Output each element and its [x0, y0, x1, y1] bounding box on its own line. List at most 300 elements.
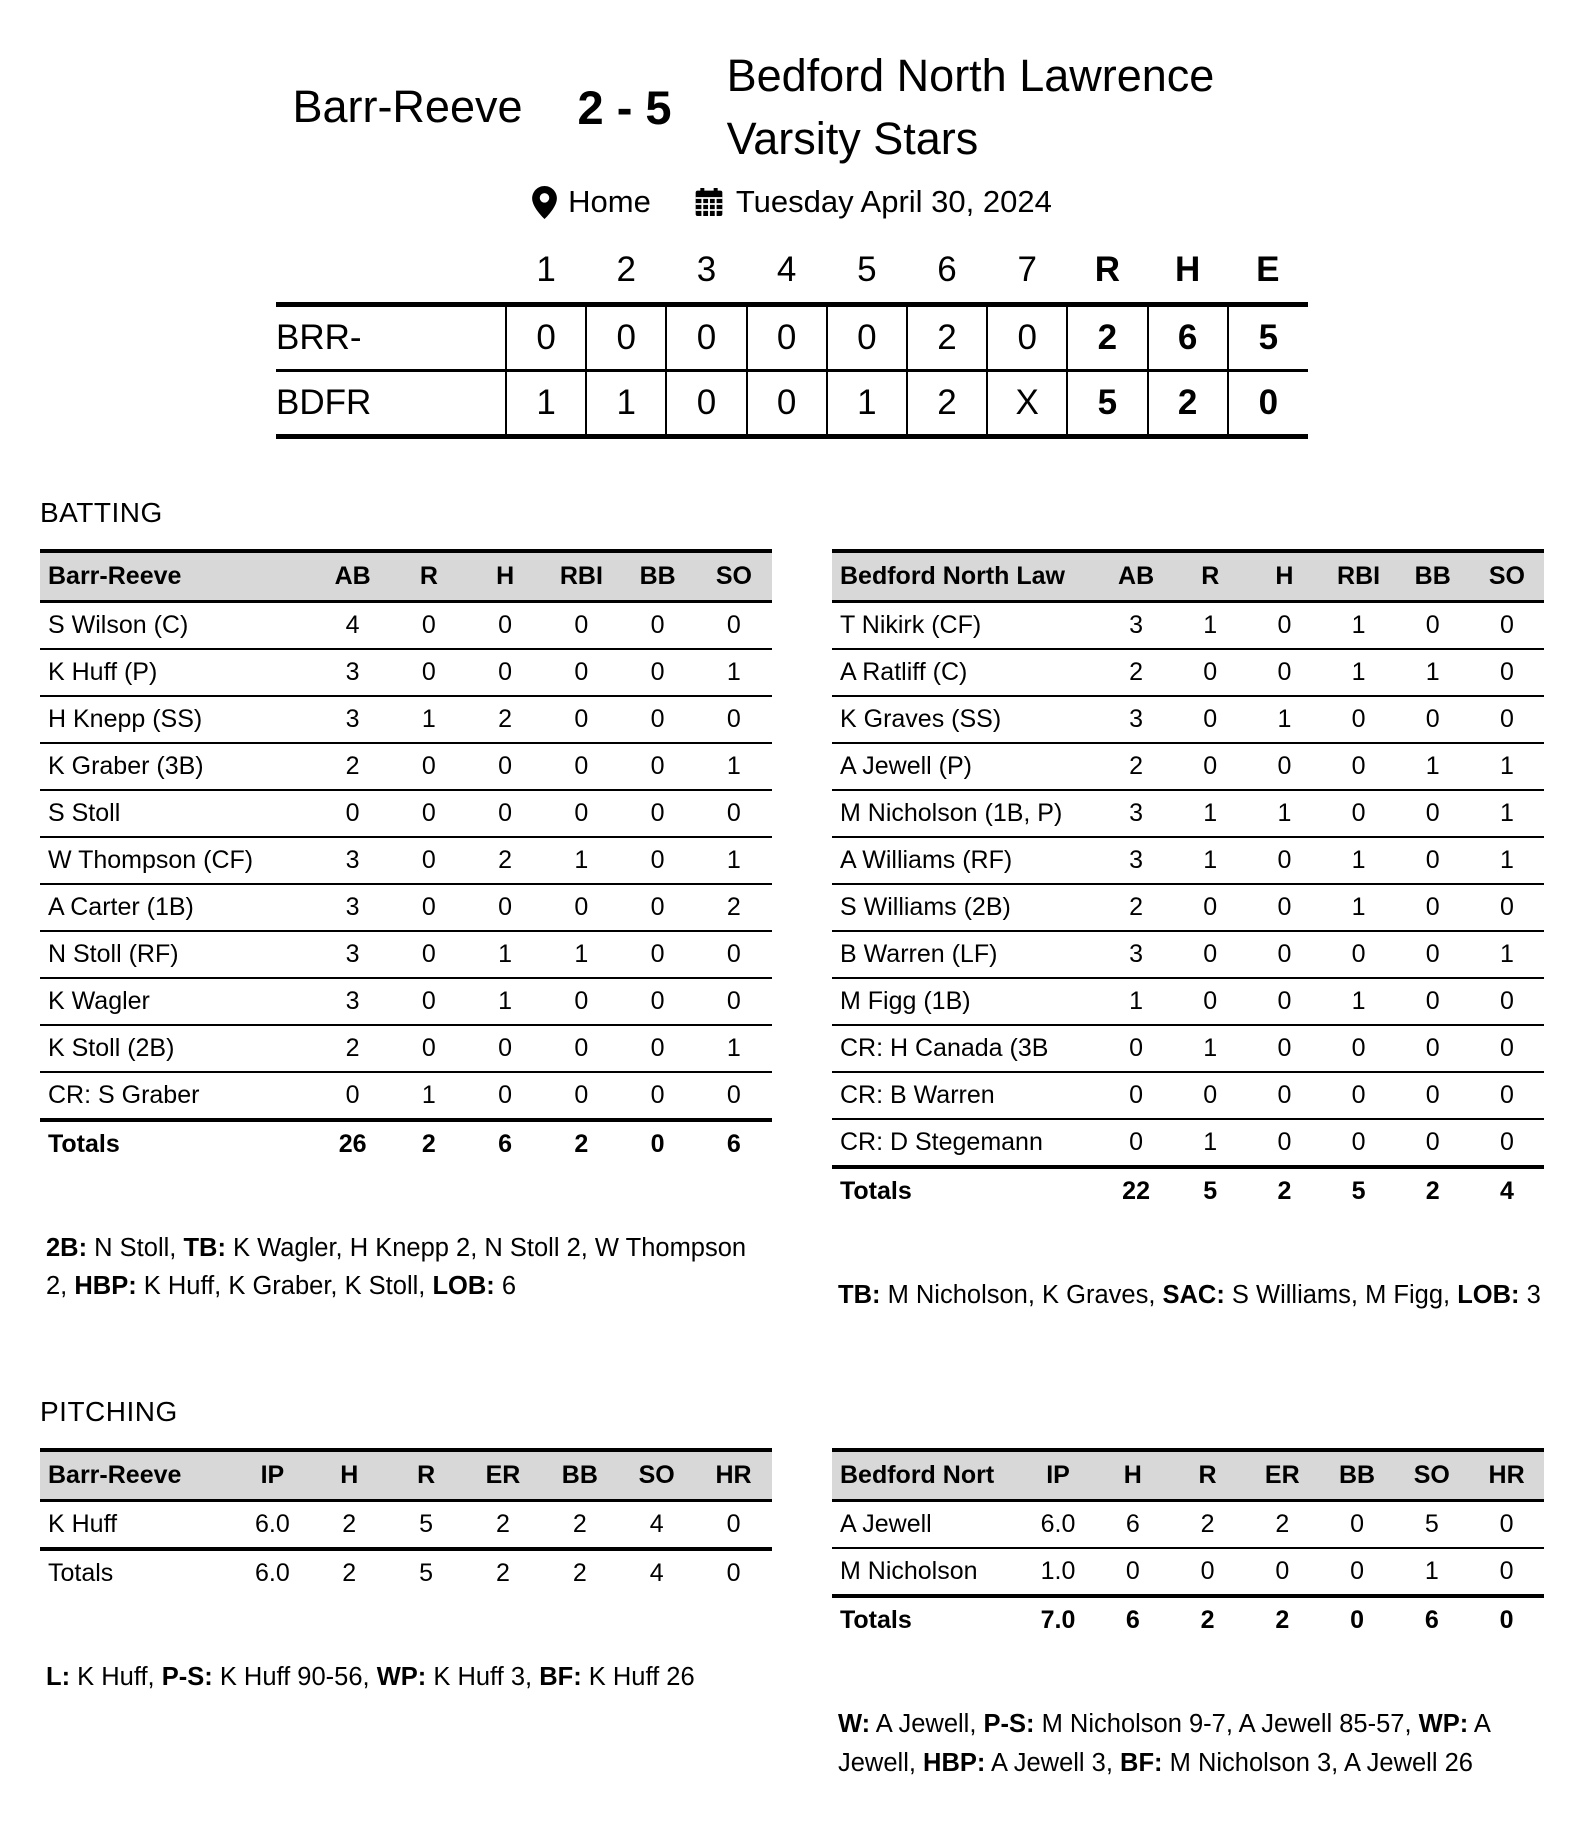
- stat-value: 3: [315, 978, 391, 1025]
- team-abbr: BDFR: [276, 371, 506, 437]
- player-name: B Warren (LF): [832, 931, 1099, 978]
- summary-header: H: [1174, 250, 1201, 289]
- player-name: K Stoll (2B): [40, 1025, 315, 1072]
- note-stat-text: K Huff 3,: [426, 1663, 540, 1692]
- totals-value: 4: [618, 1549, 695, 1596]
- player-name: M Nicholson: [832, 1548, 1021, 1596]
- location-item: [532, 184, 651, 220]
- stat-value: 0: [543, 790, 619, 837]
- stat-value: 1: [543, 931, 619, 978]
- stat-column-header: H: [467, 551, 543, 602]
- inning-score: 0: [586, 305, 666, 371]
- stat-column-header: R: [388, 1450, 465, 1501]
- stat-value: 0: [1173, 931, 1247, 978]
- stat-value: 3: [1099, 602, 1173, 650]
- batting-section: [40, 549, 1544, 1314]
- stat-value: 0: [1470, 696, 1544, 743]
- stat-value: 0: [391, 978, 467, 1025]
- inning-score: 0: [987, 305, 1067, 371]
- location-pin-icon: [532, 186, 557, 219]
- stat-value: 0: [1470, 649, 1544, 696]
- note-stat-label: WP:: [1418, 1710, 1469, 1739]
- note-stat-text: K Huff, K Graber, K Stoll,: [136, 1272, 433, 1301]
- note-stat-text: K Huff 90-56,: [212, 1663, 377, 1692]
- note-stat-text: K Huff,: [70, 1663, 162, 1692]
- stat-value: 0: [1247, 1025, 1321, 1072]
- player-row: [40, 978, 772, 1025]
- stat-value: 5: [388, 1501, 465, 1550]
- stat-value: 0: [1396, 931, 1470, 978]
- totals-value: 2: [543, 1120, 619, 1167]
- stat-value: 2: [315, 1025, 391, 1072]
- pitching-home-column: [832, 1448, 1544, 1782]
- player-row: [832, 790, 1544, 837]
- stat-value: 0: [467, 790, 543, 837]
- note-stat-label: HBP:: [74, 1272, 137, 1301]
- note-stat-label: LOB:: [1457, 1281, 1520, 1309]
- pitching-away-column: [40, 1448, 772, 1696]
- linescore-row: [276, 305, 1308, 371]
- stat-column-header: BB: [541, 1450, 618, 1501]
- inning-score: 0: [827, 305, 907, 371]
- player-row: [832, 1072, 1544, 1119]
- stat-value: 3: [315, 837, 391, 884]
- inning-score: 0: [506, 305, 586, 371]
- stat-column-header: H: [311, 1450, 388, 1501]
- player-name: CR: S Graber: [40, 1072, 315, 1120]
- player-row: [832, 931, 1544, 978]
- note-stat-text: S Williams, M Figg,: [1224, 1281, 1458, 1309]
- totals-row: [832, 1167, 1544, 1214]
- player-name: CR: B Warren: [832, 1072, 1099, 1119]
- inning-score: 1: [827, 371, 907, 437]
- note-stat-text: A Jewell 3,: [985, 1748, 1121, 1777]
- stat-value: 1: [1321, 602, 1395, 650]
- stat-value: 0: [1173, 743, 1247, 790]
- stat-value: 0: [1470, 978, 1544, 1025]
- stat-value: 4: [618, 1501, 695, 1550]
- player-name: A Jewell: [832, 1501, 1021, 1549]
- stat-value: 0: [620, 790, 696, 837]
- stat-value: 1: [1173, 837, 1247, 884]
- player-row: [40, 602, 772, 650]
- stat-value: 0: [1173, 978, 1247, 1025]
- totals-value: 0: [695, 1549, 772, 1596]
- inning-header: 5: [857, 250, 877, 289]
- stat-column-header: IP: [234, 1450, 311, 1501]
- stat-value: 0: [1321, 1025, 1395, 1072]
- stat-value: 0: [1469, 1548, 1544, 1596]
- note-stat-label: P-S:: [161, 1663, 213, 1692]
- totals-value: 0: [620, 1120, 696, 1167]
- note-stat-text: M Nicholson, K Graves,: [880, 1281, 1163, 1309]
- stat-value: 6: [1095, 1501, 1170, 1549]
- stat-value: 3: [1099, 696, 1173, 743]
- inning-header: 7: [1017, 250, 1037, 289]
- summary-score: 5: [1228, 305, 1308, 371]
- stat-value: 5: [1394, 1501, 1469, 1549]
- stat-column-header: H: [1247, 551, 1321, 602]
- stat-value: 0: [620, 837, 696, 884]
- stat-value: 0: [467, 602, 543, 650]
- stat-value: 0: [696, 931, 772, 978]
- note-stat-text: A Jewell,: [838, 1710, 1490, 1777]
- stat-value: 0: [695, 1501, 772, 1550]
- stat-value: 1: [1394, 1548, 1469, 1596]
- stat-value: 1: [1321, 837, 1395, 884]
- inning-score: 0: [747, 305, 827, 371]
- player-name: M Nicholson (1B, P): [832, 790, 1099, 837]
- totals-value: 6: [696, 1120, 772, 1167]
- player-row: [832, 743, 1544, 790]
- player-name: K Wagler: [40, 978, 315, 1025]
- inning-score: 1: [506, 371, 586, 437]
- linescore-table: [276, 246, 1308, 439]
- note-stat-label: LOB:: [432, 1272, 495, 1301]
- away-team-name: Barr-Reeve: [292, 81, 523, 132]
- stat-value: 1: [467, 931, 543, 978]
- stat-column-header: SO: [1470, 551, 1544, 602]
- player-name: N Stoll (RF): [40, 931, 315, 978]
- team-abbr: BRR-: [276, 305, 506, 371]
- stat-value: 3: [1099, 790, 1173, 837]
- stat-value: 1: [1470, 790, 1544, 837]
- player-row: [40, 790, 772, 837]
- stat-value: 0: [1396, 790, 1470, 837]
- stat-value: 0: [1321, 743, 1395, 790]
- stat-column-header: ER: [1245, 1450, 1320, 1501]
- player-row: [40, 884, 772, 931]
- stat-value: 0: [543, 602, 619, 650]
- summary-header: E: [1256, 250, 1280, 289]
- stat-value: 0: [1396, 1025, 1470, 1072]
- stat-value: 0: [1396, 696, 1470, 743]
- note-stat-label: WP:: [376, 1663, 427, 1692]
- player-name: T Nikirk (CF): [832, 602, 1099, 650]
- stat-value: 0: [1321, 696, 1395, 743]
- stat-value: 0: [620, 884, 696, 931]
- stat-value: 0: [467, 884, 543, 931]
- player-row: [40, 649, 772, 696]
- totals-label: Totals: [832, 1167, 1099, 1214]
- stat-value: 2: [467, 837, 543, 884]
- stat-value: 0: [1247, 743, 1321, 790]
- player-name: A Ratliff (C): [832, 649, 1099, 696]
- stat-header-row: [40, 1450, 772, 1501]
- note-stat-label: 2B:: [46, 1234, 88, 1262]
- player-name: H Knepp (SS): [40, 696, 315, 743]
- stat-value: 0: [391, 743, 467, 790]
- stat-value: 0: [543, 743, 619, 790]
- stat-value: 0: [543, 978, 619, 1025]
- totals-row: [832, 1596, 1544, 1643]
- inning-header: 6: [937, 250, 957, 289]
- stat-value: 0: [467, 743, 543, 790]
- stat-value: 1: [1470, 931, 1544, 978]
- stat-value: 0: [620, 931, 696, 978]
- inning-score: 2: [907, 371, 987, 437]
- inning-score: 2: [907, 305, 987, 371]
- stat-value: 3: [1099, 837, 1173, 884]
- note-stat-text: M Nicholson 3, A Jewell 26: [1162, 1748, 1473, 1777]
- player-name: K Graber (3B): [40, 743, 315, 790]
- totals-value: 0: [1320, 1596, 1395, 1643]
- totals-label: Totals: [40, 1549, 234, 1596]
- stat-value: 1: [1247, 790, 1321, 837]
- stat-value: 0: [696, 790, 772, 837]
- stat-value: 0: [620, 978, 696, 1025]
- totals-value: 2: [465, 1549, 542, 1596]
- totals-value: 6: [1095, 1596, 1170, 1643]
- stat-value: 0: [1396, 1072, 1470, 1119]
- player-row: [40, 837, 772, 884]
- player-row: [832, 696, 1544, 743]
- stat-value: 0: [1173, 884, 1247, 931]
- stat-value: 1: [696, 649, 772, 696]
- stat-value: 1: [1173, 790, 1247, 837]
- stat-value: 1: [391, 696, 467, 743]
- stat-value: 0: [620, 1072, 696, 1120]
- stat-value: 1.0: [1021, 1548, 1096, 1596]
- stat-value: 0: [1470, 1119, 1544, 1167]
- stat-value: 3: [315, 696, 391, 743]
- stat-value: 2: [467, 696, 543, 743]
- player-row: [40, 1072, 772, 1120]
- stat-value: 0: [543, 696, 619, 743]
- stat-team-label: Bedford North Law: [832, 551, 1099, 602]
- stat-value: 2: [696, 884, 772, 931]
- inning-header: 2: [616, 250, 637, 289]
- note-stat-text: K Huff 26: [581, 1663, 695, 1692]
- player-row: [832, 602, 1544, 650]
- stat-value: 0: [467, 649, 543, 696]
- batting-notes-home: [838, 1276, 1544, 1314]
- totals-value: 2: [311, 1549, 388, 1596]
- player-name: CR: H Canada (3B: [832, 1025, 1099, 1072]
- stat-column-header: SO: [1394, 1450, 1469, 1501]
- stat-column-header: BB: [1320, 1450, 1395, 1501]
- note-stat-text: M Nicholson 9-7, A Jewell 85-57,: [1034, 1710, 1419, 1739]
- player-name: K Graves (SS): [832, 696, 1099, 743]
- stat-value: 0: [1170, 1548, 1245, 1596]
- stat-value: 1: [1321, 978, 1395, 1025]
- stat-value: 3: [315, 931, 391, 978]
- stat-value: 6.0: [234, 1501, 311, 1550]
- stat-value: 1: [696, 743, 772, 790]
- totals-value: 26: [315, 1120, 391, 1167]
- stat-value: 1: [696, 837, 772, 884]
- totals-value: 5: [1173, 1167, 1247, 1214]
- stat-value: 1: [696, 1025, 772, 1072]
- player-name: M Figg (1B): [832, 978, 1099, 1025]
- batting-home-column: [832, 549, 1544, 1314]
- stat-value: 2: [465, 1501, 542, 1550]
- stat-value: 0: [1396, 884, 1470, 931]
- pitching-notes-away: [46, 1658, 772, 1696]
- inning-score: 1: [586, 371, 666, 437]
- player-name: A Williams (RF): [832, 837, 1099, 884]
- inning-score: 0: [666, 305, 746, 371]
- stat-value: 1: [543, 837, 619, 884]
- summary-score: 0: [1228, 371, 1308, 437]
- stat-column-header: RBI: [543, 551, 619, 602]
- stat-value: 0: [467, 1072, 543, 1120]
- stat-value: 0: [1247, 1072, 1321, 1119]
- stat-value: 0: [1470, 1072, 1544, 1119]
- player-row: [832, 1119, 1544, 1167]
- player-name: CR: D Stegemann: [832, 1119, 1099, 1167]
- stat-value: 0: [696, 1072, 772, 1120]
- player-name: W Thompson (CF): [40, 837, 315, 884]
- totals-value: 6: [1394, 1596, 1469, 1643]
- stat-value: 1: [1396, 743, 1470, 790]
- totals-value: 22: [1099, 1167, 1173, 1214]
- stat-header-row: [40, 551, 772, 602]
- inning-header: 4: [776, 250, 797, 289]
- batting-table-away: [40, 549, 772, 1167]
- batting-away-column: [40, 549, 772, 1306]
- note-stat-label: TB:: [838, 1281, 881, 1309]
- stat-column-header: H: [1095, 1450, 1170, 1501]
- stat-header-row: [832, 551, 1544, 602]
- stat-value: 0: [1470, 1025, 1544, 1072]
- stat-value: 3: [1099, 931, 1173, 978]
- batting-section-label: BATTING: [40, 497, 163, 528]
- totals-label: Totals: [40, 1120, 315, 1167]
- stat-value: 0: [1099, 1119, 1173, 1167]
- stat-value: 0: [391, 790, 467, 837]
- game-date: Tuesday April 30, 2024: [735, 184, 1052, 219]
- summary-score: 6: [1148, 305, 1228, 371]
- player-row: [832, 978, 1544, 1025]
- totals-value: 2: [1247, 1167, 1321, 1214]
- summary-score: 5: [1067, 371, 1147, 437]
- player-name: K Huff (P): [40, 649, 315, 696]
- stat-value: 1: [1099, 978, 1173, 1025]
- stat-value: 0: [1099, 1072, 1173, 1119]
- totals-row: [40, 1120, 772, 1167]
- player-row: [832, 1025, 1544, 1072]
- note-stat-text: 6: [494, 1272, 517, 1301]
- stat-value: 0: [391, 931, 467, 978]
- stat-value: 0: [1173, 696, 1247, 743]
- stat-value: 4: [315, 602, 391, 650]
- stat-column-header: ER: [465, 1450, 542, 1501]
- inning-score: X: [987, 371, 1067, 437]
- stat-value: 0: [467, 1025, 543, 1072]
- stat-column-header: AB: [315, 551, 391, 602]
- stat-column-header: SO: [618, 1450, 695, 1501]
- player-row: [832, 649, 1544, 696]
- note-stat-text: K Wagler, H Knepp 2, N Stoll 2, W Thompson 2,: [46, 1234, 747, 1301]
- stat-column-header: RBI: [1321, 551, 1395, 602]
- inning-score: 0: [666, 371, 746, 437]
- stat-value: 0: [1321, 931, 1395, 978]
- stat-value: 0: [1245, 1548, 1320, 1596]
- note-stat-text: N Stoll,: [87, 1234, 184, 1262]
- stat-value: 0: [1320, 1548, 1395, 1596]
- date-item: [693, 184, 1052, 220]
- linescore-corner: [276, 246, 506, 305]
- player-row: [40, 931, 772, 978]
- totals-value: 2: [1396, 1167, 1470, 1214]
- inning-header: 3: [696, 250, 717, 289]
- player-row: [832, 884, 1544, 931]
- stat-column-header: R: [1173, 551, 1247, 602]
- player-row: [40, 1501, 772, 1550]
- stat-value: 0: [543, 1072, 619, 1120]
- stat-value: 1: [1173, 602, 1247, 650]
- player-name: S Stoll: [40, 790, 315, 837]
- note-stat-label: P-S:: [983, 1710, 1035, 1739]
- stat-value: 2: [1245, 1501, 1320, 1549]
- player-name: A Carter (1B): [40, 884, 315, 931]
- stat-column-header: BB: [1396, 551, 1470, 602]
- stat-value: 0: [1321, 1119, 1395, 1167]
- player-row: [832, 837, 1544, 884]
- stat-value: 0: [391, 884, 467, 931]
- totals-value: 2: [1245, 1596, 1320, 1643]
- summary-header: R: [1094, 250, 1121, 289]
- stat-value: 0: [315, 1072, 391, 1120]
- pitching-notes-home: [838, 1705, 1544, 1782]
- batting-table-home: [832, 549, 1544, 1214]
- stat-value: 0: [1470, 602, 1544, 650]
- stat-column-header: HR: [695, 1450, 772, 1501]
- pitching-table-home: [832, 1448, 1544, 1643]
- stat-value: 0: [1321, 790, 1395, 837]
- totals-value: 2: [1170, 1596, 1245, 1643]
- stat-value: 0: [315, 790, 391, 837]
- stat-value: 0: [620, 649, 696, 696]
- pitching-table-away: [40, 1448, 772, 1596]
- note-stat-label: SAC:: [1162, 1281, 1225, 1309]
- stat-column-header: R: [391, 551, 467, 602]
- stat-value: 0: [1247, 837, 1321, 884]
- stat-column-header: R: [1170, 1450, 1245, 1501]
- stat-value: 1: [1470, 743, 1544, 790]
- stat-value: 0: [1396, 1119, 1470, 1167]
- stat-value: 1: [1247, 696, 1321, 743]
- stat-value: 6.0: [1021, 1501, 1096, 1549]
- stat-value: 1: [1321, 884, 1395, 931]
- stat-value: 0: [1247, 931, 1321, 978]
- stat-value: 2: [1099, 649, 1173, 696]
- stat-value: 0: [620, 696, 696, 743]
- stat-value: 0: [1247, 649, 1321, 696]
- stat-value: 2: [1099, 884, 1173, 931]
- player-name: A Jewell (P): [832, 743, 1099, 790]
- note-stat-label: TB:: [183, 1234, 226, 1262]
- player-row: [832, 1501, 1544, 1549]
- stat-value: 0: [391, 649, 467, 696]
- stat-value: 0: [543, 649, 619, 696]
- summary-score: 2: [1067, 305, 1147, 371]
- stat-column-header: HR: [1469, 1450, 1544, 1501]
- stat-value: 0: [1095, 1548, 1170, 1596]
- player-row: [40, 1025, 772, 1072]
- player-row: [40, 743, 772, 790]
- linescore-row: [276, 371, 1308, 437]
- stat-column-header: IP: [1021, 1450, 1096, 1501]
- stat-value: 0: [620, 743, 696, 790]
- location-label: Home: [568, 184, 651, 219]
- pitching-section: [40, 1448, 1544, 1782]
- stat-value: 0: [1247, 978, 1321, 1025]
- stat-value: 1: [1396, 649, 1470, 696]
- stat-value: 2: [541, 1501, 618, 1550]
- totals-value: 2: [391, 1120, 467, 1167]
